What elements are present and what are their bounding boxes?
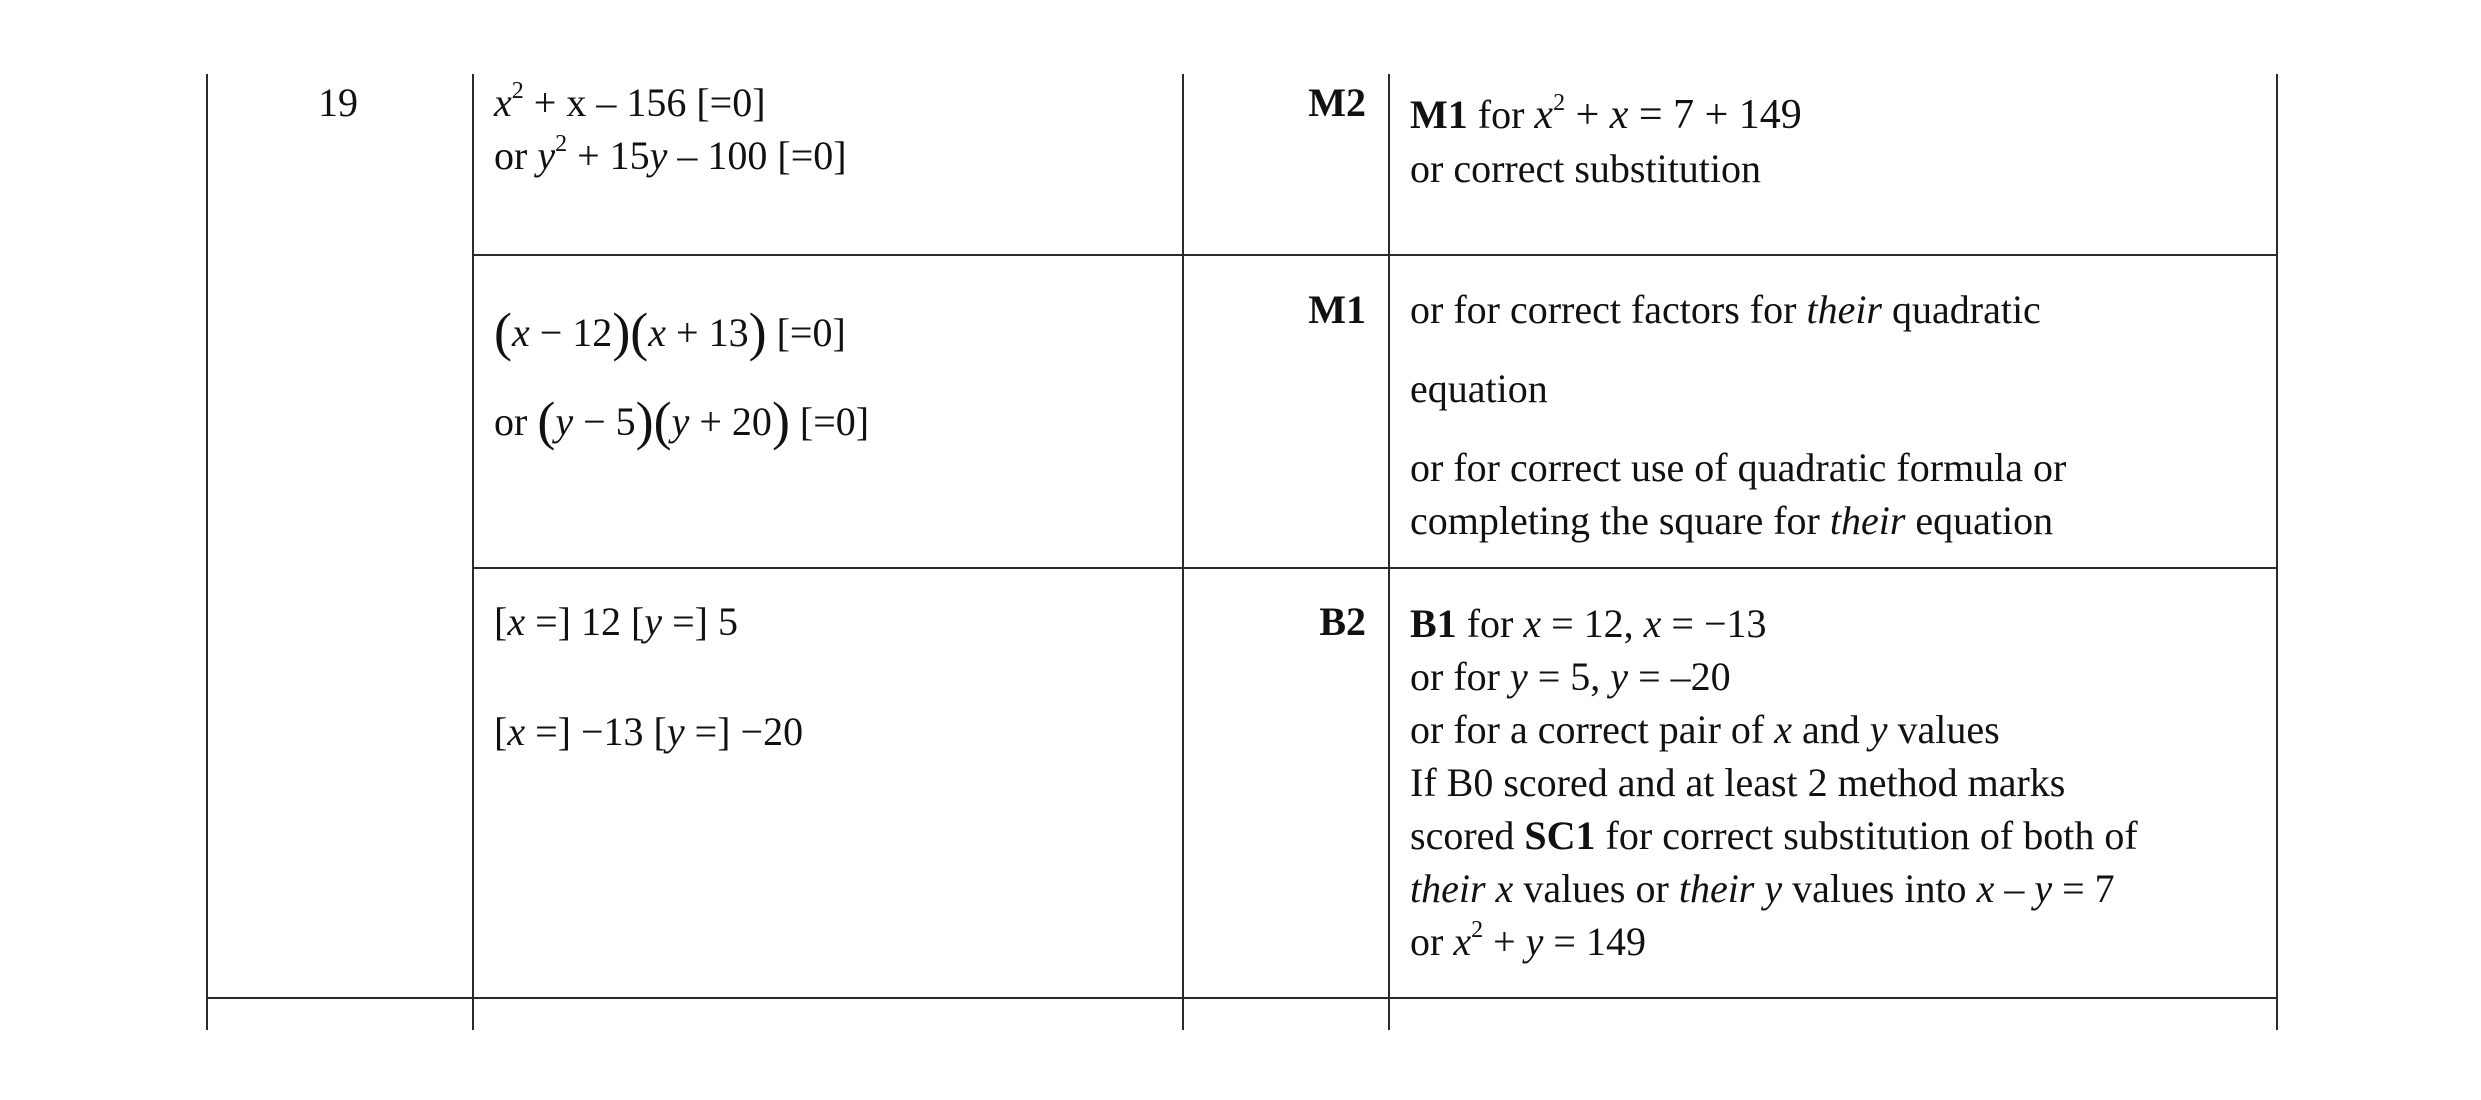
row-divider-2 [472, 567, 2278, 569]
row1-equation-y-tail: + 15 [567, 133, 650, 178]
row2-notes [1410, 283, 2066, 547]
row1-notes-expr: $x^2 + x = 7 + 149$ [1534, 90, 1802, 138]
row3-notes-line2: or for y = 5, y = –20 [1410, 654, 1731, 699]
row3-notes-line3: or for a correct pair of x and y values [1410, 707, 2000, 752]
row1-notes-for: for [1467, 92, 1535, 137]
row1-equation-x-tail: + x – 156 [=0] [523, 80, 766, 125]
row3-notes-line4: If B0 scored and at least 2 method marks [1410, 760, 2066, 805]
row3-notes-line6: their x values or their y values into x – y = 7 [1410, 866, 2115, 911]
row2-mark: M1 [1308, 287, 1366, 332]
row3-working [494, 595, 803, 758]
row-divider-3 [206, 997, 2278, 999]
row2-factors-x: (x − 12)(x + 13) [=0] [494, 302, 846, 362]
row2-notes-line1: or for correct factors for their quadratic [1410, 287, 2041, 332]
row3-notes-line7: or $x^2 + y = 149$ [1410, 917, 1646, 964]
row1-working [494, 76, 847, 182]
table-border-right [2276, 74, 2278, 1030]
row3-pair-negative: [x =] −13 [y =] −20 [494, 709, 804, 754]
row2-notes-line3: or for correct use of quadratic formula or [1410, 445, 2067, 490]
row1-or: or [494, 133, 538, 178]
row3-pair-positive: [x =] 12 [y =] 5 [494, 599, 738, 644]
table-border-left [206, 74, 208, 1030]
row3-notes-line1: B1 for x = 12, x = −13 [1410, 601, 1767, 646]
row2-notes-line2: equation [1410, 366, 1548, 411]
row2-factors-y: or (y − 5)(y + 20) [=0] [494, 391, 870, 451]
question-number: 19 [318, 80, 358, 125]
row3-notes-line5: scored SC1 for correct substitution of both of [1410, 813, 2138, 858]
row2-notes-line4: completing the square for their equation [1410, 498, 2054, 543]
column-divider-3 [1388, 74, 1390, 1030]
row2-working [494, 288, 869, 466]
row1-equation-y: or $y^2 + 15y - 100$ [=0] [494, 131, 847, 178]
row3-mark: B2 [1319, 599, 1366, 644]
row-divider-1 [472, 254, 2278, 256]
column-divider-2 [1182, 74, 1184, 1030]
row3-notes [1410, 597, 2138, 968]
row1-notes-line2: or correct substitution [1410, 146, 1762, 191]
column-divider-1 [472, 74, 474, 1030]
row1-notes-lead: M1 [1410, 92, 1468, 137]
row1-equation-y-end: – 100 [=0] [667, 133, 847, 178]
row1-mark: M2 [1308, 80, 1366, 125]
row1-notes [1410, 88, 1802, 195]
row1-equation-x: $x^2 + x - 156$ [=0] [494, 78, 766, 125]
